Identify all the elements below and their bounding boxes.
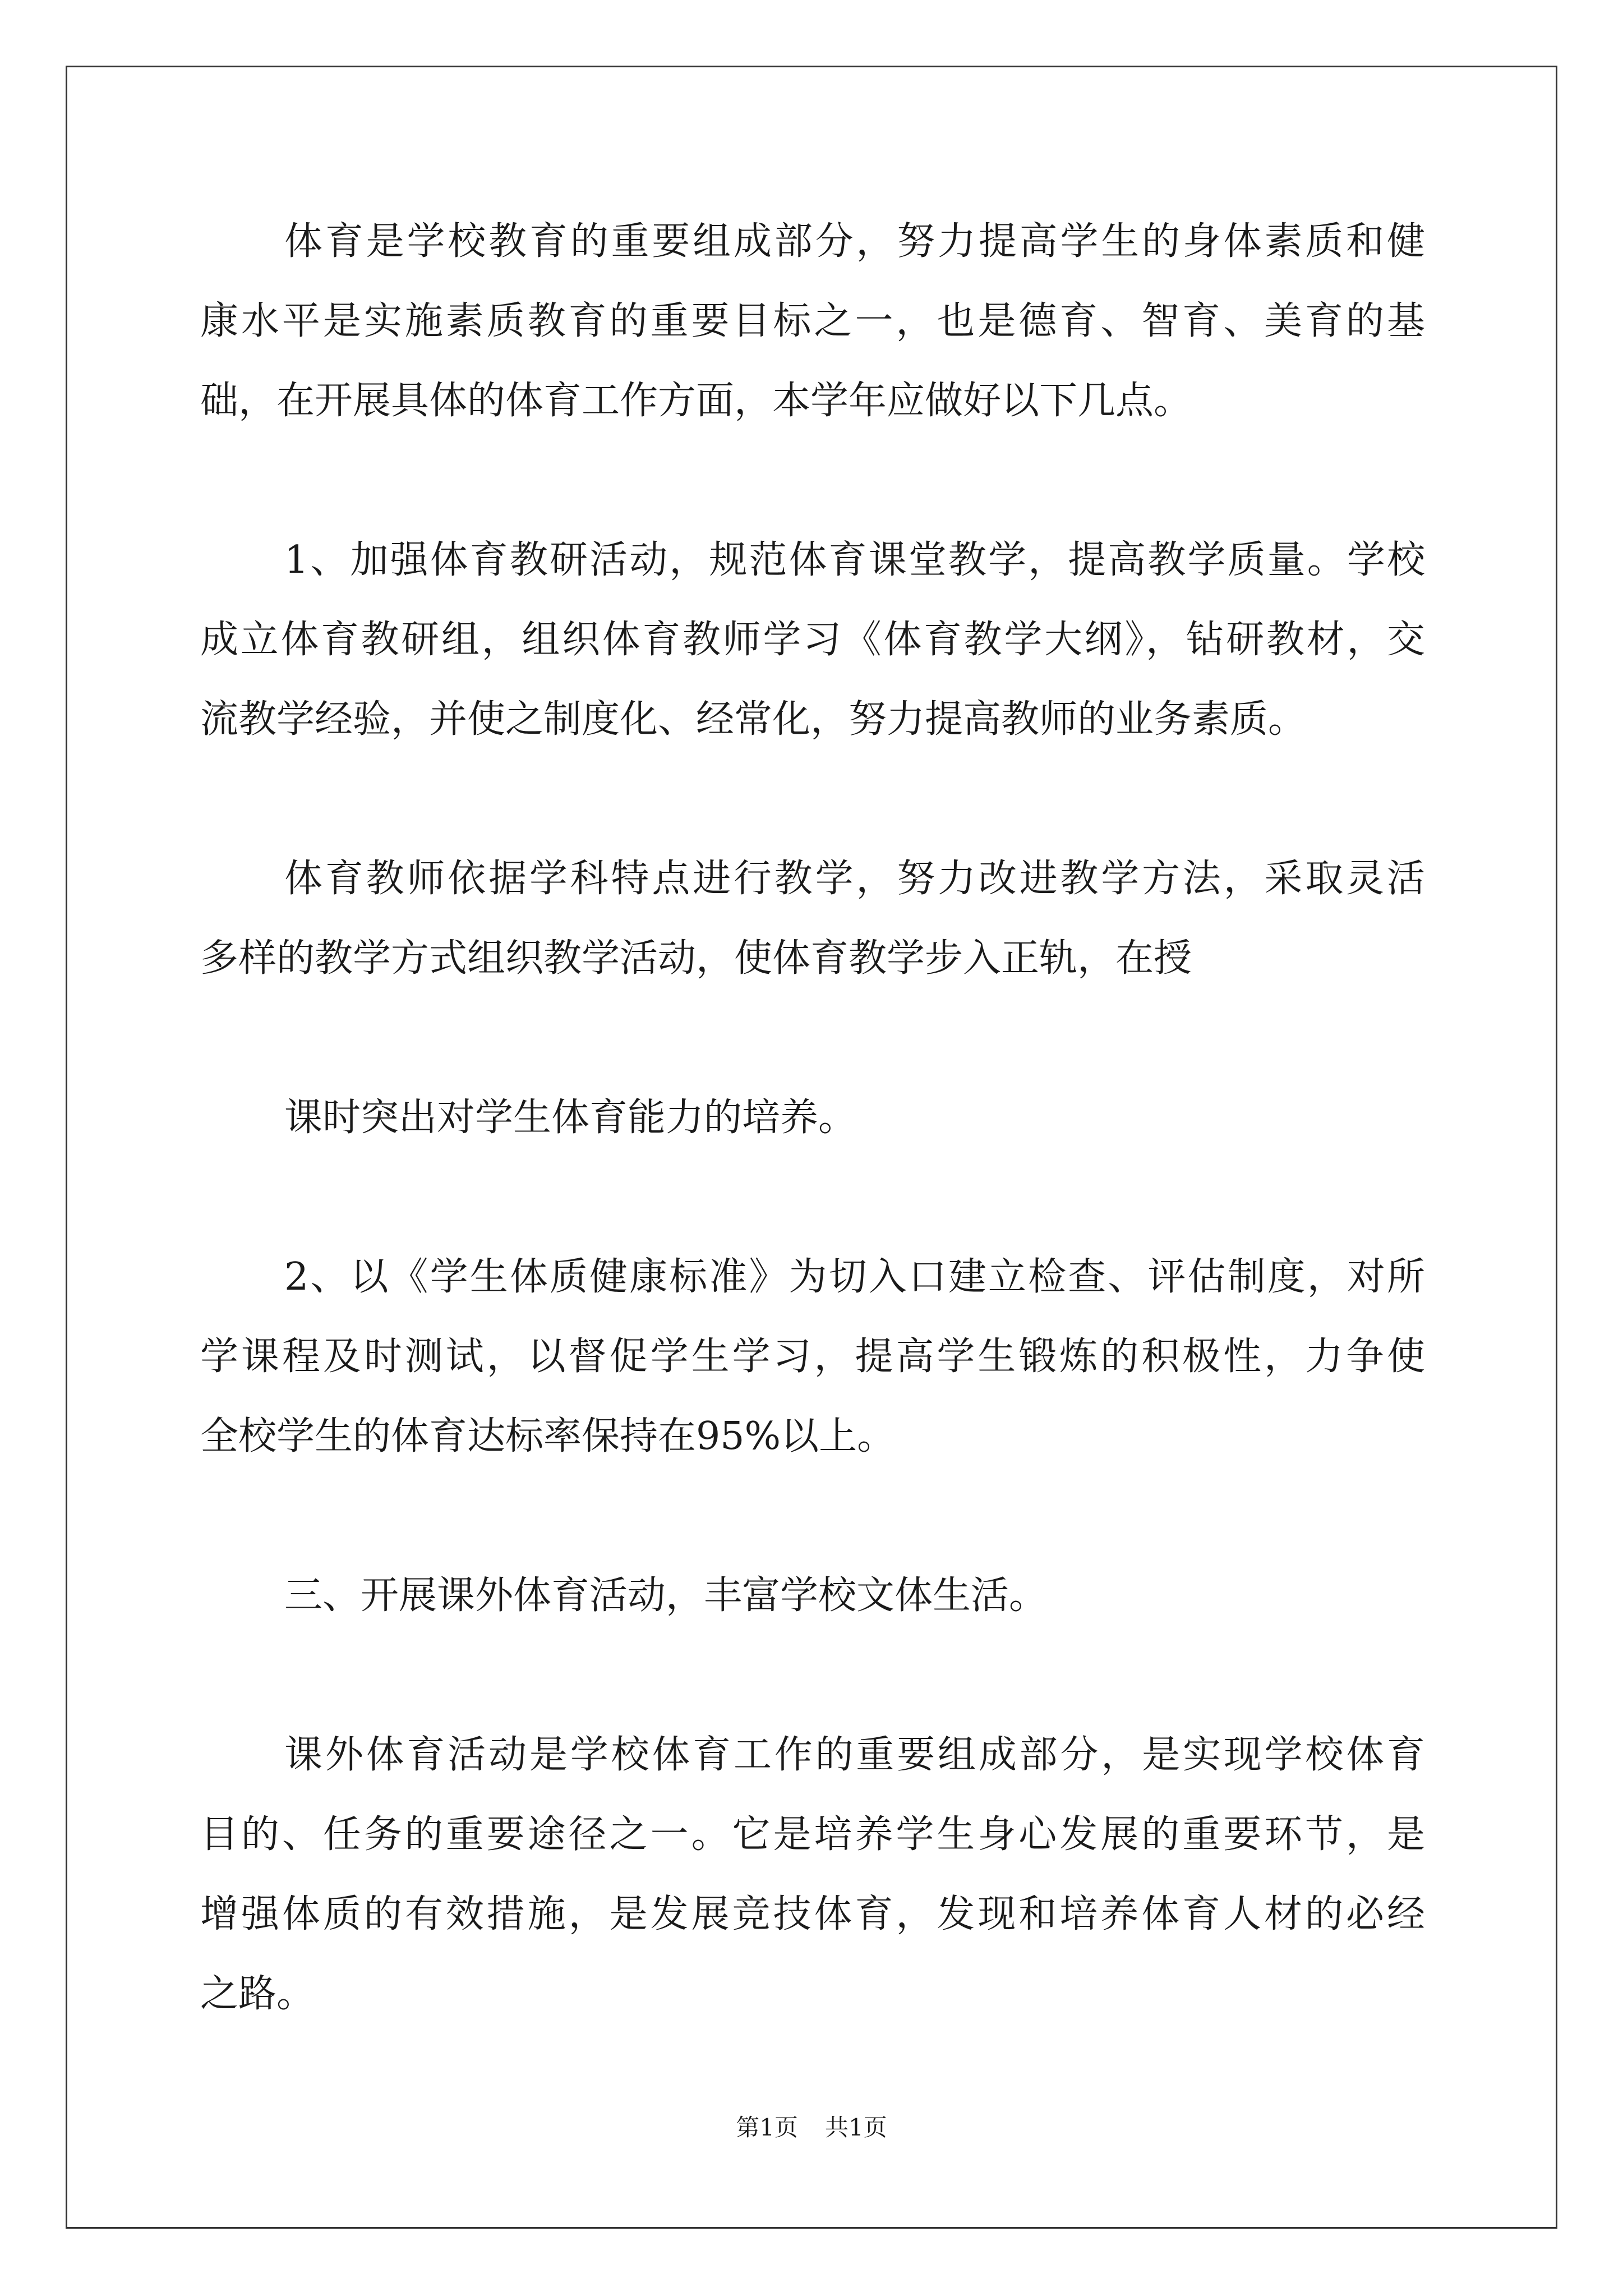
text-line: 学课程及时测试，以督促学生学习，提高学生锻炼的积极性，力争使 xyxy=(200,1335,1425,1379)
text-line: 目的、任务的重要途径之一。它是培养学生身心发展的重要环节，是 xyxy=(200,1812,1425,1857)
text-line: 课时突出对学生体育能力的培养。 xyxy=(284,1096,857,1140)
page-total: 共1页 xyxy=(825,2114,887,2141)
document-body xyxy=(200,202,1425,2034)
paragraph xyxy=(200,1715,1425,2034)
text-line: 础，在开展具体的体育工作方面，本学年应做好以下几点。 xyxy=(200,379,1192,423)
paragraph xyxy=(200,1078,1425,1158)
page-number: 第1页 xyxy=(736,2114,798,2141)
text-line: 流教学经验，并使之制度化、经常化，努力提高教师的业务素质。 xyxy=(200,697,1307,742)
text-line: 课外体育活动是学校体育工作的重要组成部分，是实现学校体育 xyxy=(284,1733,1425,1777)
text-line: 三、开展课外体育活动，丰富学校文体生活。 xyxy=(284,1573,1048,1618)
text-line: 成立体育教研组，组织体育教师学习《体育教学大纲》，钻研教材，交 xyxy=(200,618,1425,662)
text-line: 多样的教学方式组织教学活动，使体育教学步入正轨，在授 xyxy=(200,936,1192,981)
page-footer xyxy=(0,2111,1623,2145)
text-line: 2、以《学生体质健康标准》为切入口建立检查、评估制度，对所 xyxy=(284,1255,1425,1299)
paragraph xyxy=(200,839,1425,999)
text-line: 全校学生的体育达标率保持在95%以上。 xyxy=(200,1414,896,1458)
text-line: 康水平是实施素质教育的重要目标之一，也是德育、智育、美育的基 xyxy=(200,299,1425,343)
paragraph xyxy=(200,202,1425,441)
paragraph xyxy=(200,1556,1425,1636)
text-line: 体育教师依据学科特点进行教学，努力改进教学方法，采取灵活 xyxy=(284,857,1425,901)
text-line: 增强体质的有效措施，是发展竞技体育，发现和培养体育人材的必经 xyxy=(200,1892,1425,1936)
paragraph xyxy=(200,521,1425,760)
text-line: 1、加强体育教研活动，规范体育课堂教学，提高教学质量。学校 xyxy=(284,538,1425,582)
paragraph xyxy=(200,1237,1425,1476)
text-line: 体育是学校教育的重要组成部分，努力提高学生的身体素质和健 xyxy=(284,219,1425,264)
text-line: 之路。 xyxy=(200,1972,315,2016)
